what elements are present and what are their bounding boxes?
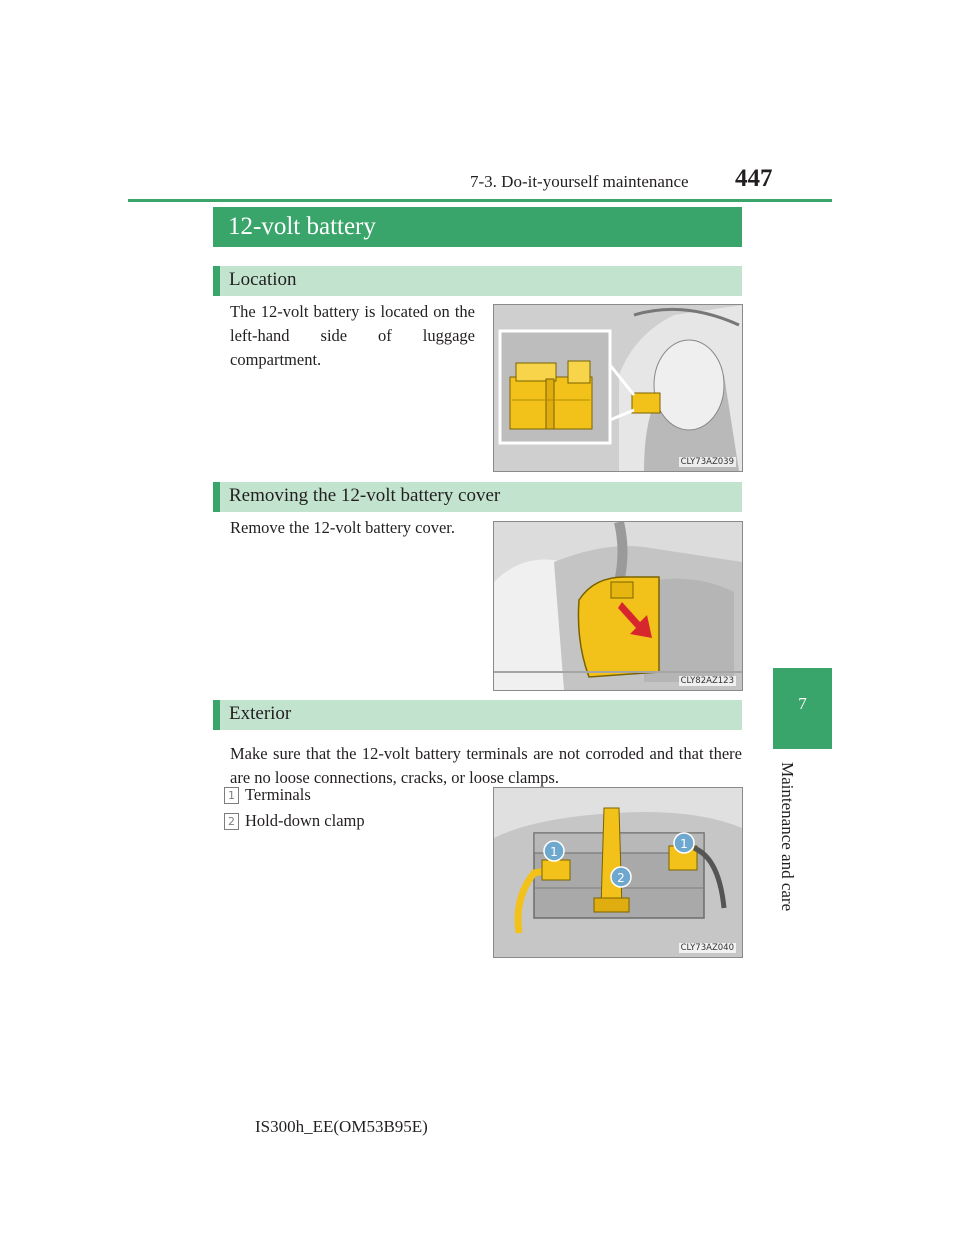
battery-terminals-illustration (494, 788, 742, 957)
chapter-number: 7 (798, 694, 807, 713)
exterior-text: Make sure that the 12-volt battery terminals are not corroded and that there are no loose connections, cracks, or loose clamps. (230, 744, 742, 787)
page-title: 12-volt battery (228, 213, 376, 240)
section-heading-label: Location (229, 269, 297, 290)
callout-number-1: 1 (224, 787, 239, 804)
heading-stripe (213, 700, 220, 730)
page-title-bar (213, 207, 742, 247)
location-text: The 12-volt battery is located on the left-hand side of luggage compartment. (230, 302, 475, 369)
callout-number-2: 2 (224, 813, 239, 830)
section-heading-label: Removing the 12-volt battery cover (229, 485, 501, 506)
section-heading-cover (213, 482, 742, 512)
section-heading-location (213, 266, 742, 296)
svg-text:2: 2 (617, 871, 625, 885)
svg-text:1: 1 (550, 845, 558, 859)
heading-stripe (213, 266, 220, 296)
item-label-hold-down-clamp: Hold-down clamp (245, 811, 365, 830)
chapter-title-vertical (767, 762, 807, 912)
image-code: CLY82AZ123 (680, 676, 734, 686)
item-label-terminals: Terminals (245, 785, 311, 804)
footer-model-code: IS300h_EE(OM53B95E) (255, 1117, 428, 1136)
page-number: 447 (735, 165, 773, 192)
image-code: CLY73AZ039 (680, 457, 734, 467)
cover-text: Remove the 12-volt battery cover. (230, 518, 455, 537)
exterior-illustration (493, 787, 743, 958)
battery-cover-illustration (494, 522, 742, 690)
section-heading-label: Exterior (229, 703, 292, 724)
header-rule (128, 199, 832, 202)
location-illustration (493, 304, 743, 472)
image-code: CLY73AZ040 (680, 943, 734, 953)
battery-location-illustration (494, 305, 742, 471)
svg-text:1: 1 (680, 837, 688, 851)
running-header: 7-3. Do-it-yourself maintenance (470, 172, 689, 191)
heading-stripe (213, 482, 220, 512)
section-heading-exterior (213, 700, 742, 730)
cover-illustration (493, 521, 743, 691)
chapter-title: Maintenance and care (778, 762, 797, 912)
